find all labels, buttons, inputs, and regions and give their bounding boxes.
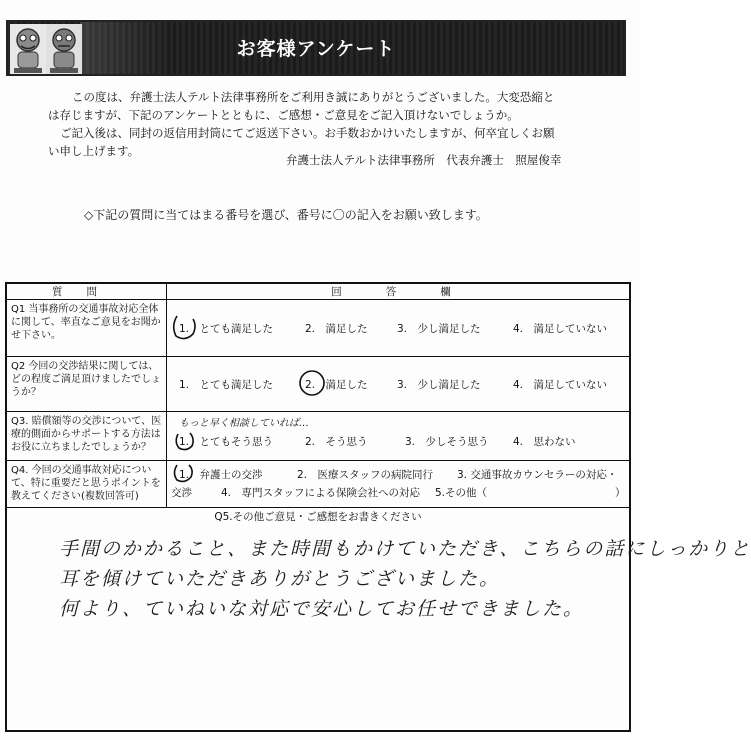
- option-3[interactable]: 3. 少しそう思う: [405, 436, 489, 448]
- handwritten-answer-line: 手間のかかること、また時間もかけていただき、こちらの話にしっかりと: [59, 538, 751, 560]
- option-2[interactable]: 2. 満足した: [305, 323, 368, 335]
- question-text: Q2 今回の交渉結果に関しては、どの程度ご満足頂けましたでしょうか？: [7, 357, 167, 411]
- answer-options: [167, 461, 629, 507]
- intro-line: い申し上げます。: [48, 144, 140, 158]
- question-text: Q1 当事務所の交通事故対応全体に関して、率直なご意見をお聞かせ下さい。: [7, 300, 167, 356]
- q5-title: Q5.その他ご意見・ご感想をお書きください: [214, 511, 422, 523]
- circle-mark-icon: [171, 312, 199, 342]
- question-text: Q3. 賠償額等の交渉について、医療的側面からサポートする方法はお役に立ちましたでしょうか？: [7, 412, 167, 460]
- answer-column-header: 回答欄: [331, 286, 495, 298]
- option-4[interactable]: 4. 専門スタッフによる保険会社への対応: [221, 487, 421, 499]
- answer-options: [167, 357, 629, 411]
- question-row-q2: [7, 357, 629, 412]
- option-2[interactable]: 2. 医療スタッフの病院同行: [297, 469, 434, 481]
- option-1[interactable]: 1. とてもそう思う: [179, 436, 274, 448]
- table-header: [7, 284, 629, 300]
- intro-line: は存じますが、下記のアンケートとともに、ご感想・ご意見をご記入頂けないでしょうか。: [48, 108, 519, 122]
- option-3-continued: 交渉: [171, 487, 192, 499]
- option-3[interactable]: 3. 少し満足した: [397, 379, 481, 391]
- option-4[interactable]: 4. 満足していない: [513, 323, 608, 335]
- option-3[interactable]: 3. 交通事故カウンセラーの対応・: [457, 469, 618, 481]
- option-2[interactable]: 2. 満足した: [305, 379, 368, 391]
- title-banner: [6, 20, 626, 76]
- page-title: お客様アンケート: [236, 38, 396, 60]
- intro-line: ご記入後は、同封の返信用封筒にてご返送下さい。お手数おかけいたしますが、何卒宜しくお願: [60, 126, 555, 140]
- option-1[interactable]: 1. とても満足した: [179, 379, 274, 391]
- option-4[interactable]: 4. 思わない: [513, 436, 576, 448]
- question-row-q4: [7, 461, 629, 508]
- option-5[interactable]: 5.その他（: [435, 487, 488, 499]
- option-5-close: ）: [615, 487, 626, 499]
- option-1[interactable]: 1. 弁護士の交渉: [179, 469, 263, 481]
- signature: 弁護士法人テルト法律事務所 代表弁護士 照屋俊幸: [286, 153, 562, 167]
- question-column-header: 質問: [7, 284, 167, 300]
- handwritten-answer-line: 何より、ていねいな対応で安心してお任せできました。: [59, 598, 585, 620]
- question-row-q1: [7, 300, 629, 357]
- circle-mark-icon: [297, 367, 327, 399]
- answer-options: [167, 300, 629, 356]
- circle-mark-icon: [173, 428, 197, 452]
- intro-text: [48, 88, 608, 160]
- answer-options: [167, 412, 629, 460]
- question-row-q3: [7, 412, 629, 461]
- instruction-text: ◇下記の質問に当てはまる番号を選び、番号に〇の記入をお願い致します。: [84, 208, 488, 222]
- survey-table: [5, 282, 751, 732]
- free-comment-section: [7, 508, 751, 730]
- handwritten-answer-line: 耳を傾けていただきありがとうございました。: [59, 568, 501, 590]
- option-1[interactable]: 1. とても満足した: [179, 323, 274, 335]
- option-2[interactable]: 2. そう思う: [305, 436, 368, 448]
- question-text: Q4. 今回の交通事故対応について、特に重要だと思うポイントを教えてください(複数回答可): [7, 461, 167, 507]
- option-3[interactable]: 3. 少し満足した: [397, 323, 481, 335]
- option-4[interactable]: 4. 満足していない: [513, 379, 608, 391]
- circle-mark-icon: [171, 461, 197, 485]
- handwritten-note: もっと早く相談していれば…: [179, 418, 309, 429]
- intro-line: この度は、弁護士法人テルト法律事務所をご利用き誠にありがとうございました。大変恐縮と: [72, 90, 555, 104]
